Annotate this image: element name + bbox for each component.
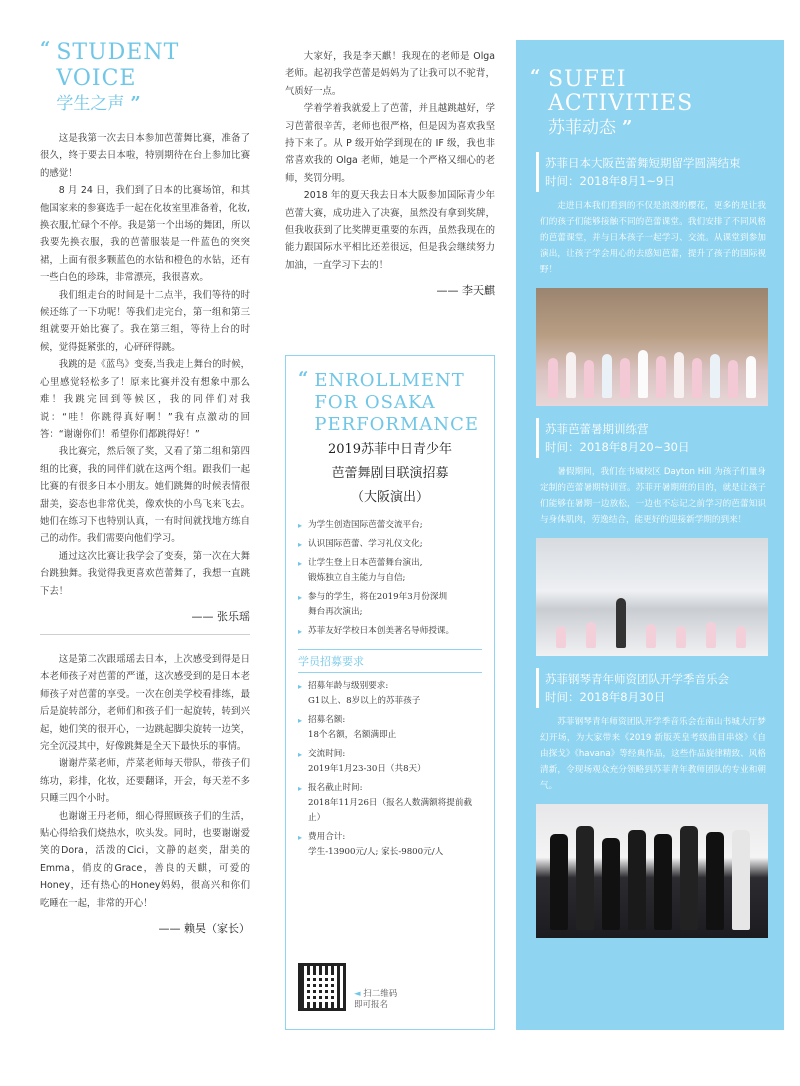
activity-body: 苏菲钢琴青年师资团队开学季音乐会在南山书城大厅梦幻开场，为大家带来《2019 新版英皇考级曲目串烧》《自由探戈》《havana》等经典作品，这些作品旋律精致、风格清新，令现场观众充分领略到苏菲青年教师团队的专业和朝气。	[540, 717, 766, 791]
essay-li-tianqi	[285, 48, 495, 308]
requirement-item: ▸ 报名截止时间: 2018年11月26日（报名人数满额将提前截止）	[298, 781, 482, 826]
activities-zh-title: 苏菲动态	[548, 118, 616, 138]
essay-paragraph: 我比赛完，然后领了奖，又看了第二组和第四组的比赛，我的同伴们就在这两个组。跟我们一起比赛的有很多日本小朋友。她们跳舞的时候表情很甜美，姿态也非常优美，像欢快的小鸟飞来飞去。她们在练习下也特别认真，一有时间就找地方练自己的动作。我们需要向他们学习。	[40, 446, 250, 545]
essay-lai-hao	[40, 651, 250, 936]
essay-paragraph: 8 月 24 日，我们到了日本的比赛场馆，和其他国家来的参赛选手一起在化妆室里准备着，化妆,换衣服,忙碌个不停。我是第一个出场的舞团，所以我要先换衣服，我的芭蕾服装是一件蓝色的突突裙，上面有很多颗蓝色的水钻和橙色的水钻，还有一些白色的珍珠，非常漂亮，我很喜欢。	[40, 185, 250, 284]
activity-item-osaka	[516, 152, 784, 406]
student-voice-section	[40, 40, 250, 946]
benefit-item: ▸ 认识国际芭蕾、学习礼仪文化;	[298, 537, 482, 552]
open-quote-icon: “	[298, 368, 309, 389]
activity-title: 苏菲日本大阪芭蕾舞短期留学圆满结束	[545, 156, 741, 170]
signature-lai-hao: —— 赖昊（家长）	[158, 922, 250, 936]
signature-li-tianqi: —— 李天麒	[436, 284, 495, 298]
requirement-item: ▸ 招募年龄与级别要求: G1以上、8岁以上的苏菲孩子	[298, 679, 482, 709]
section-divider	[40, 634, 250, 635]
enrollment-en-title-1: ENROLLMENT	[314, 370, 465, 391]
enrollment-box	[285, 355, 495, 1030]
qr-label: ◄ 扫二维码 即可报名	[354, 989, 398, 1010]
arrow-left-icon: ◄	[354, 989, 364, 999]
benefit-item: ▸ 苏菲友好学校日本创美著名导师授课。	[298, 624, 482, 639]
activity-heading	[536, 418, 784, 458]
essay-paragraph: 我跳的是《蓝鸟》变奏,当我走上舞台的时候，心里感觉轻松多了！原来比赛并没有想象中那么难！我跳完回到等候区，我的同伴们对我说：“哇！你跳得真好啊！”我有点激动的回答：“谢谢你们！希望你们都跳得好！”	[40, 359, 250, 440]
benefit-item: ▸ 参与的学生，将在2019年3月份深圳 舞台再次演出;	[298, 590, 482, 620]
student-voice-en-title-2: VOICE	[56, 66, 137, 91]
qr-code-icon[interactable]	[298, 963, 346, 1011]
student-voice-en-title-1: STUDENT	[56, 40, 180, 65]
requirement-item: ▸ 招募名额: 18个名额，名额满即止	[298, 713, 482, 743]
essay-paragraph: 2018 年的夏天我去日本大阪参加国际青少年芭蕾大赛，成功进入了决赛，虽然没有拿到奖牌，但我收获到了比奖牌更重要的东西，虽然我现在的能力跟国际水平相比还差很远，但是我会继续努力加油，一直学习下去的！	[285, 190, 495, 271]
essay-paragraph: 这是我第一次去日本参加芭蕾舞比赛，准备了很久，终于要去日本啦，特别期待在台上参加比赛的感觉！	[40, 133, 250, 179]
benefit-item: ▸ 为学生创造国际芭蕾交流平台;	[298, 518, 482, 533]
close-quote-icon: ”	[130, 93, 141, 114]
benefits-list	[298, 518, 482, 639]
activity-time: 时间：2018年8月1~9日	[545, 174, 675, 188]
activity-body: 走进日本我们看到的不仅是浪漫的樱花，更多的是让我们的孩子们能够接触不同的芭蕾课堂。我们安排了不同风格的芭蕾课堂，并与日本孩子一起学习、交流。从课堂到参加演出，让孩子学会用心的去感知芭蕾，提升了孩子的国际视野！	[540, 201, 766, 275]
essay-paragraph: 也谢谢王丹老师，细心得照顾孩子们的生活，贴心得给我们烧热水，吹头发。同时，也要谢谢爱笑的Dora，活泼的Cici，文静的赵奕，甜美的Emma，俏皮的Grace，善良的天麒，可爱的Honey，还有热心的Honey妈妈，很高兴和你们吃睡在一起，非常的开心！	[40, 810, 250, 909]
activity-photo-osaka	[536, 288, 768, 406]
requirements-heading: 学员招募要求	[298, 649, 482, 673]
activity-item-summer-camp	[516, 418, 784, 656]
essay-paragraph: 谢谢芹菜老师，芹菜老师每天带队，带孩子们练功，彩排，化妆，还要翻译，开会，每天差不多只睡三四个小时。	[40, 758, 250, 805]
open-quote-icon: “	[40, 38, 51, 59]
activity-time: 时间：2018年8月20~30日	[545, 440, 690, 454]
signature-zhang-leyao: —— 张乐瑶	[191, 609, 250, 623]
enrollment-header	[298, 370, 482, 436]
activity-body: 暑假期间，我们在书城校区 Dayton Hill 为孩子们量身定制的芭蕾暑期特训营。苏菲开暑期班的目的，就是让孩子们能够在暑期一边放松，一边也不忘记之前学习的芭蕾知识与身体肌肉，劳逸结合，能更好的迎接新学期的到来！	[540, 467, 766, 525]
essay-zhang-leyao	[40, 130, 250, 624]
activities-panel	[516, 40, 784, 1030]
activity-time: 时间：2018年8月30日	[545, 690, 666, 704]
essay-paragraph: 这是第二次跟瑶瑶去日本，上次感受到得是日本老师孩子对芭蕾的严谨，这次感受到的是日本老师孩子对芭蕾的享受。一次在创美学校看排练，最后是旋转部分，老师们和孩子们一起旋转，转到兴起，她们笑的很开心，一边跳起脚尖旋转一边笑，完全沉浸其中，好像跳舞是全天下最快乐的事情。	[40, 653, 250, 752]
student-voice-header	[40, 40, 250, 116]
activity-photo-piano-concert	[536, 804, 768, 938]
enrollment-zh-title-1: 2019苏菲中日青少年	[327, 442, 453, 457]
benefit-item: ▸ 让学生登上日本芭蕾舞台演出, 锻炼独立自主能力与自信;	[298, 556, 482, 586]
activity-item-piano-concert	[516, 668, 784, 938]
activities-en-title-2: ACTIVITIES	[548, 91, 694, 116]
activity-title: 苏菲钢琴青年师资团队开学季音乐会	[545, 672, 729, 686]
open-quote-icon: “	[530, 66, 541, 87]
enrollment-zh-title-3: （大阪演出）	[350, 490, 429, 505]
student-voice-zh-title: 学生之声	[56, 94, 125, 114]
activities-en-title-1: SUFEI	[548, 67, 627, 92]
requirement-item: ▸ 交流时间: 2019年1月23-30日（共8天）	[298, 747, 482, 777]
activity-photo-summer-camp	[536, 538, 768, 656]
enrollment-en-title-2: FOR OSAKA	[314, 392, 436, 413]
enrollment-zh-title-2: 芭蕾舞剧目联演招募	[331, 466, 449, 481]
essay-paragraph: 学着学着我就爱上了芭蕾，并且越跳越好，学习芭蕾很辛苦，老师也很严格，但是因为喜欢我坚持下来了。从 P 级开始学到现在的 IF 级，我也非常喜欢我的 Olga 老师，她是一个严格又细心的老师，奖罚分明。	[285, 103, 495, 184]
essay-paragraph: 我们组走台的时间是十二点半，我们等待的时候还练了一下功呢！等我们走完台，第一组和第三组就要开始比赛了。我在第三组，等待上台的时候，觉得挺紧张的，心砰砰得跳。	[40, 289, 250, 353]
enrollment-en-title-3: PERFORMANCE	[314, 414, 480, 435]
requirements-list	[298, 679, 482, 860]
activities-header	[516, 68, 784, 140]
essay-paragraph: 通过这次比赛让我学会了变奏，第一次在大舞台跳独舞。我觉得我更喜欢芭蕾舞了，我想一直跳下去！	[40, 550, 250, 597]
requirement-item: ▸ 费用合计: 学生-13900元/人; 家长-9800元/人	[298, 830, 482, 860]
essay-paragraph: 大家好，我是李天麒！我现在的老师是 Olga 老师。起初我学芭蕾是妈妈为了让我可以不驼背，气质好一点。	[285, 51, 495, 97]
close-quote-icon: ”	[622, 117, 633, 138]
qr-signup[interactable]	[298, 963, 397, 1011]
activity-title: 苏菲芭蕾暑期训练营	[545, 422, 649, 436]
activity-heading	[536, 152, 784, 192]
activity-heading	[536, 668, 784, 708]
